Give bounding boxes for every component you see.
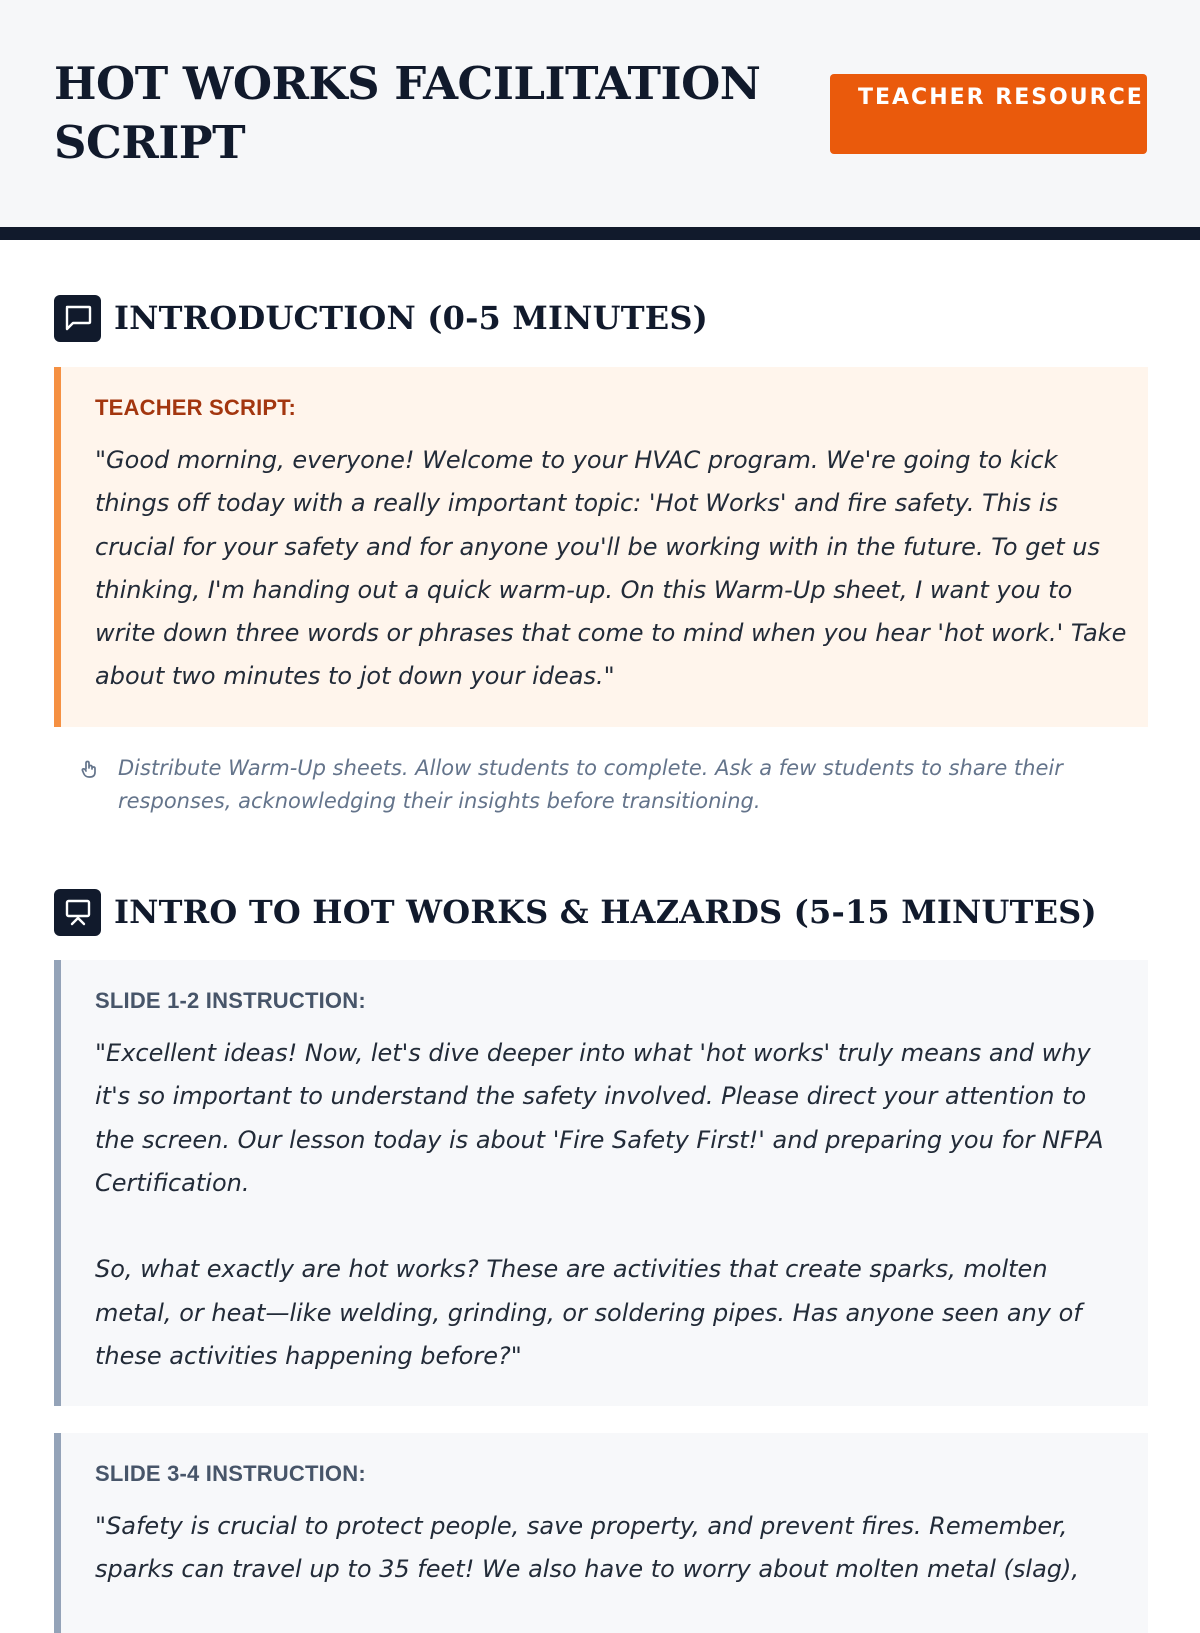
script-label: TEACHER SCRIPT: [95, 395, 297, 420]
slide-instruction-box [54, 1433, 1148, 1633]
instruction-text: "Excellent ideas! Now, let's dive deeper into what 'hot works' truly means and why it's so important to understand the safety involved. Please direct your attention to the screen. Our lesson today is about 'Fire Safety First!' and preparing you for NFPA Certification. So, what exactly are hot works? These are activities that create sparks, molten metal, or heat—like welding, grinding, or soldering pipes. Has anyone seen any of these activities happening before?" [95, 1039, 1104, 1371]
slide-instruction-box [54, 960, 1148, 1406]
hand-pointer-icon [80, 752, 100, 818]
facilitator-note [80, 752, 1120, 818]
section-heading-intro-hot-works [54, 888, 1097, 936]
presentation-screen-icon [54, 889, 101, 936]
note-text: Distribute Warm-Up sheets. Allow students to complete. Ask a few students to share their responses, acknowledging their insights before transitioning. [118, 756, 1063, 813]
page-title: HOT WORKS FACILITATION SCRIPT [54, 57, 761, 169]
teacher-script-box [54, 367, 1148, 727]
instruction-text: "Safety is crucial to protect people, save property, and prevent fires. Remember, sparks can travel up to 35 feet! We also have to worry about molten metal (slag), [95, 1512, 1080, 1584]
instruction-label: SLIDE 3-4 INSTRUCTION: [95, 1461, 366, 1486]
chat-bubble-icon [54, 295, 101, 342]
instruction-label: SLIDE 1-2 INSTRUCTION: [95, 988, 366, 1013]
script-text: "Good morning, everyone! Welcome to your HVAC program. We're going to kick things off today with a really important topic: 'Hot Works' and fire safety. This is crucial for your safety and for anyone you'll be working with in the future. To get us thinking, I'm handing out a quick warm-up. On this Warm-Up sheet, I want you to write down three words or phrases that come to mind when you hear 'hot work.' Take about two minutes to jot down your ideas." [95, 446, 1127, 691]
section-title: INTRODUCTION (0-5 MINUTES) [114, 299, 708, 337]
section-title: INTRO TO HOT WORKS & HAZARDS (5-15 MINUTES) [114, 893, 1097, 931]
header-divider [0, 227, 1200, 240]
header [0, 0, 1200, 228]
teacher-resource-badge: TEACHER RESOURCE [830, 74, 1147, 154]
section-heading-introduction [54, 294, 708, 342]
